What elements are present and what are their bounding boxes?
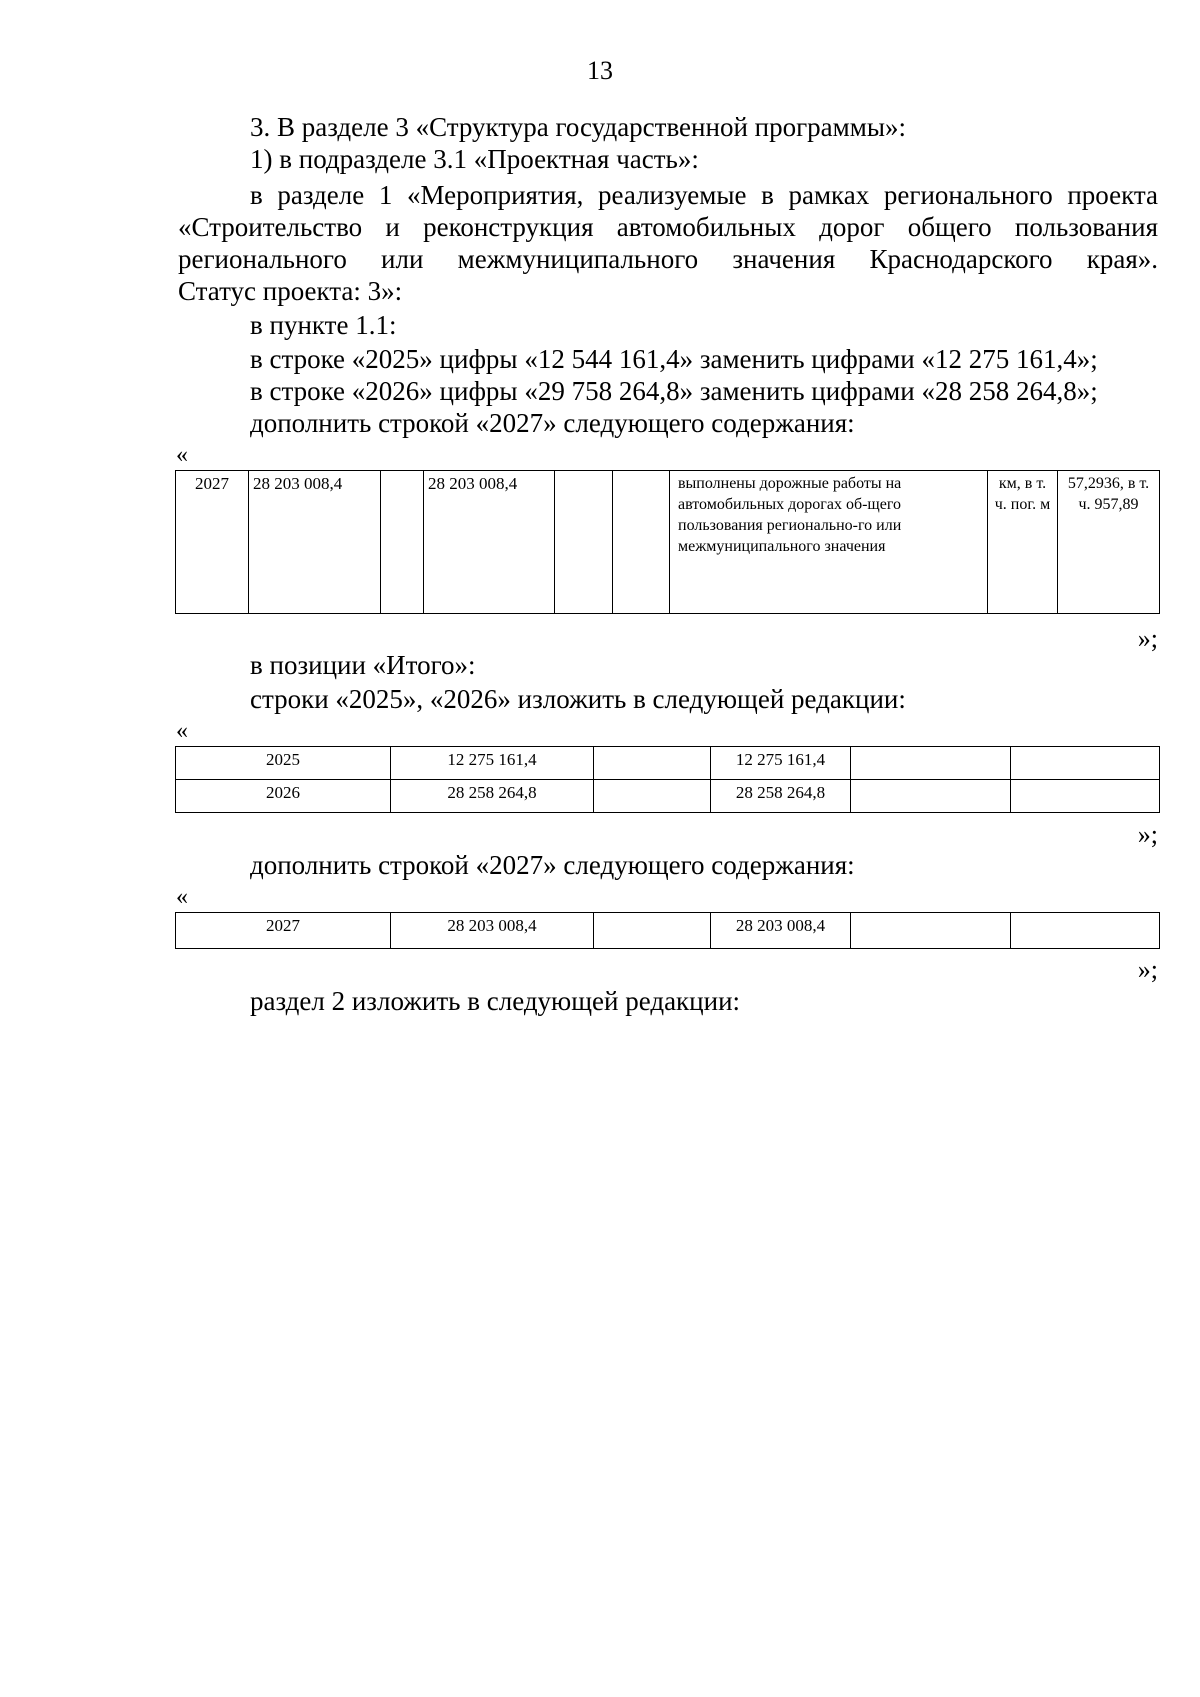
table-total-2027	[175, 912, 1160, 949]
cell-unit: км, в т. ч. пог. м	[988, 471, 1058, 614]
paragraph-rows-new-edition: строки «2025», «2026» изложить в следующей редакции:	[250, 684, 906, 714]
quote-close-3: »;	[1137, 955, 1158, 984]
paragraph-add-row-2027: дополнить строкой «2027» следующего содержания:	[250, 408, 855, 438]
table-row	[176, 780, 1160, 813]
cell-empty	[1011, 780, 1160, 813]
paragraph-total-position: в позиции «Итого»:	[250, 650, 476, 680]
cell-empty	[851, 780, 1011, 813]
cell-empty	[1011, 913, 1160, 949]
page-number: 13	[587, 56, 613, 85]
paragraph-section-1-line-3: регионального или межмуниципального значения Краснодарского края».	[178, 244, 1158, 274]
paragraph-project-status: Статус проекта: 3»:	[178, 276, 403, 306]
quote-close-1: »;	[1137, 624, 1158, 653]
cell-empty	[851, 913, 1011, 949]
quote-open-2: «	[176, 718, 188, 744]
cell-regional-budget: 28 203 008,4	[711, 913, 851, 949]
table-activity-2027	[175, 470, 1160, 614]
cell-total: 28 203 008,4	[391, 913, 594, 949]
cell-year: 2026	[176, 780, 391, 813]
paragraph-point-1-1: в пункте 1.1:	[250, 310, 397, 340]
cell-year: 2027	[176, 913, 391, 949]
quote-open-3: «	[176, 884, 188, 910]
cell-year: 2027	[176, 471, 249, 614]
cell-empty	[594, 780, 711, 813]
cell-regional-budget: 12 275 161,4	[711, 747, 851, 780]
paragraph-section-3: 3. В разделе 3 «Структура государственной программы»:	[250, 112, 906, 142]
cell-empty	[594, 913, 711, 949]
cell-empty	[613, 471, 670, 614]
cell-year: 2025	[176, 747, 391, 780]
table-total-2025-2026	[175, 746, 1160, 813]
cell-empty	[381, 471, 424, 614]
paragraph-section-1-line-2: «Строительство и реконструкция автомобильных дорог общего пользования	[178, 212, 1158, 242]
paragraph-add-total-2027: дополнить строкой «2027» следующего содержания:	[250, 850, 855, 880]
cell-total: 28 258 264,8	[391, 780, 594, 813]
table-row	[176, 747, 1160, 780]
cell-total: 12 275 161,4	[391, 747, 594, 780]
quote-open-1: «	[176, 442, 188, 468]
cell-empty	[555, 471, 613, 614]
paragraph-subsection-3-1: 1) в подразделе 3.1 «Проектная часть»:	[250, 144, 699, 174]
quote-close-2: »;	[1137, 820, 1158, 849]
cell-empty	[851, 747, 1011, 780]
table-row	[176, 471, 1160, 614]
cell-total: 28 203 008,4	[249, 471, 381, 614]
table-row	[176, 913, 1160, 949]
paragraph-row-2025-change: в строке «2025» цифры «12 544 161,4» заменить цифрами «12 275 161,4»;	[250, 344, 1098, 374]
paragraph-row-2026-change: в строке «2026» цифры «29 758 264,8» заменить цифрами «28 258 264,8»;	[250, 376, 1098, 406]
paragraph-section-1-line-1: в разделе 1 «Мероприятия, реализуемые в рамках регионального проекта	[250, 180, 1158, 210]
cell-regional-budget: 28 203 008,4	[424, 471, 555, 614]
cell-result-description: выполнены дорожные работы на автомобильных дорогах об-щего пользования регионально-го или межмуниципального значения	[670, 471, 988, 614]
paragraph-section-2-new-edition: раздел 2 изложить в следующей редакции:	[250, 986, 741, 1016]
cell-empty	[1011, 747, 1160, 780]
cell-value: 57,2936, в т. ч. 957,89	[1058, 471, 1160, 614]
cell-empty	[594, 747, 711, 780]
cell-regional-budget: 28 258 264,8	[711, 780, 851, 813]
